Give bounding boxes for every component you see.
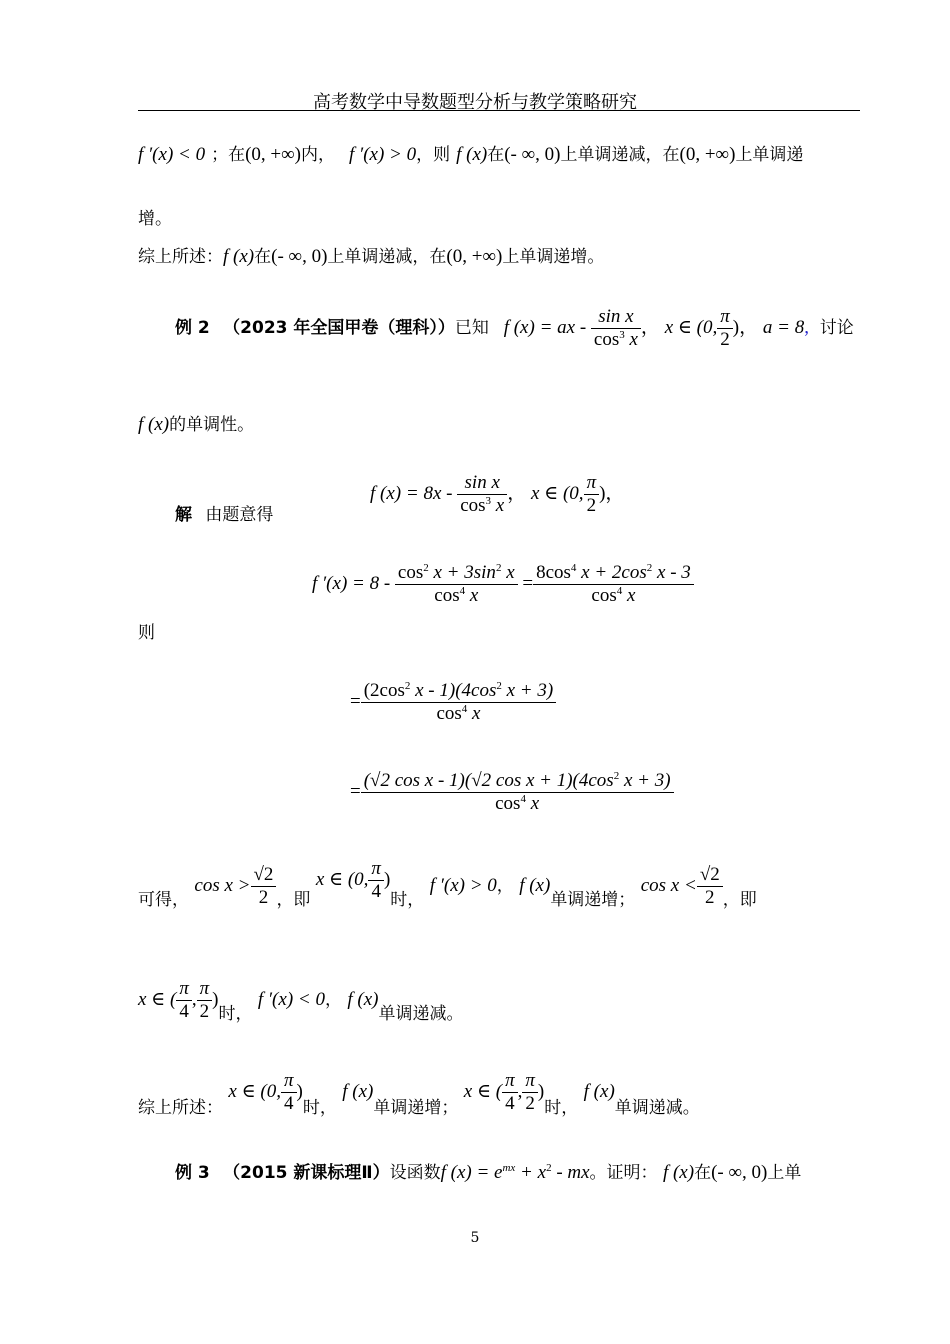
math-fx: f (x)	[519, 874, 551, 896]
text-ze: 则	[138, 623, 155, 643]
fraction-sin-cos3: $\frac{\text{sin x}}{\cos^3 x}$	[591, 306, 641, 351]
math-f-def: f $(x) = e^{mx} + x^2$ - mx	[440, 1162, 590, 1183]
math-f-def: f (x) = ax - $\frac{\text{sin x}}{\cos^3 x}$ ， x ∈ (0, $\frac{\pi}{2}$ )， a = 8,	[503, 306, 809, 350]
example-label: 例 3	[175, 1163, 210, 1183]
math-cos-gt: cos x > $\frac{√2}{2}$	[194, 875, 276, 896]
factor-step-1: = $\frac{(2\cos^2 x - 1)(4\cos^2 x + 3)}{\cos^4 x}$	[350, 680, 556, 725]
example-2-line-2	[138, 410, 254, 436]
fraction-pi-2: $\frac{\pi}{2}$	[717, 306, 733, 351]
math-interval-neg: (- ∞, 0)	[504, 144, 561, 165]
text-zai: 在	[487, 145, 505, 165]
text-dec-zai: 上单调递减，在	[560, 145, 680, 165]
math-fp-lt0: f ′(x) < 0	[257, 988, 325, 1010]
derivative-equation: f ′(x) = 8 - $\frac{\cos^2 x + 3\sin^2 x}{\cos^4 x}$ = $\frac{8\cos^4 x + 2\cos^2 x - 3}{\cos^4 x}$	[312, 562, 694, 607]
fraction-factor-1: $\frac{(2\cos^2 x - 1)(4\cos^2 x + 3)}{\cos^4 x}$	[361, 680, 557, 725]
math-x-in-pi4-pi2: x ∈ ( $\frac{\pi}{4}$ , $\frac{\pi}{2}$ )	[138, 978, 219, 1022]
header-rule	[138, 110, 860, 111]
example-source: （2023 年全国甲卷（理科））	[223, 317, 455, 338]
solution-f-def: f (x) = 8x - $\frac{\text{sin x}}{\cos^3 x}$ ， x ∈ (0, $\frac{\pi}{2}$ )，	[370, 472, 625, 516]
solution-intro	[175, 500, 273, 525]
math-x-in-0-pi4: x ∈ (0, $\frac{\pi}{4}$ )	[228, 1070, 303, 1114]
fraction-deriv-2: $\frac{8\cos^4 x + 2\cos^2 x - 3}{\cos^4 x}$	[533, 562, 694, 607]
math-interval-pos2: (0, +∞)	[679, 144, 736, 165]
math-fx: f (x)	[662, 1162, 695, 1183]
summary-2: 综上所述： x ∈ (0, $\frac{\pi}{4}$ )时， f (x)单调递增； x ∈ ( $\frac{\pi}{4}$ , $\frac{\pi}{2}$ )时， f (x)单调递减。	[138, 1070, 700, 1118]
math-interval-neg: (- ∞, 0)	[711, 1162, 768, 1183]
fraction-sin-cos3: $\frac{\text{sin x}}{\cos^3 x}$	[457, 472, 507, 517]
case-1: 可得， cos x > $\frac{√2}{2}$ ，即 x ∈ (0, $\frac{\pi}{4}$ )时， f ′(x) > 0， f (x)单调递增； cos x < $\frac{√2}{2}$ ，即	[138, 858, 757, 910]
fraction-factor-2: $\frac{(√2 \cos x - 1)(√2 \cos x + 1)(4\cos^2 x + 3)}{\cos^4 x}$	[361, 770, 674, 815]
math-fx: f (x)	[583, 1080, 615, 1102]
math-fx: f (x)	[347, 988, 379, 1010]
text-zai: 在	[254, 247, 272, 267]
math-x-in-pi4-pi2: x ∈ ( $\frac{\pi}{4}$ , $\frac{\pi}{2}$ )	[463, 1070, 545, 1114]
fraction-pi-2: $\frac{\pi}{2}$	[584, 472, 600, 517]
factor-step-2: = $\frac{(√2 \cos x - 1)(√2 \cos x + 1)(4\cos^2 x + 3)}{\cos^4 x}$	[350, 770, 674, 815]
line-1	[138, 140, 803, 166]
text-inc: 上单调递	[735, 145, 804, 165]
example-2	[175, 306, 854, 351]
text-semi-zai: ；在	[211, 145, 246, 165]
summary-label: 综上所述：	[138, 1097, 223, 1118]
case-2: x ∈ ( $\frac{\pi}{4}$ , $\frac{\pi}{2}$ )时， f ′(x) < 0， f (x)单调递减。	[138, 978, 464, 1024]
summary-label: 综上所述：	[138, 247, 223, 267]
text-kede: 可得，	[138, 889, 189, 910]
summary-1	[138, 242, 604, 268]
math-interval-pos: (0, +∞)	[245, 144, 302, 165]
blue-comma: ,	[804, 316, 809, 338]
math-cos-lt: cos x < $\frac{√2}{2}$	[641, 875, 723, 896]
line-2: 增。	[138, 209, 172, 229]
math-fx: f (x)	[223, 246, 255, 267]
example-label: 例 2	[175, 317, 210, 338]
solution-intro-text: 由题意得	[205, 505, 274, 525]
text-single: 的单调性。	[169, 415, 255, 435]
page-number: 5	[470, 1230, 480, 1246]
math-fp-gt0: f ′(x) > 0	[429, 874, 497, 896]
math-fx: f (x)	[342, 1080, 374, 1102]
text-dec-zai: 上单调递减，在	[327, 247, 447, 267]
text-intro: 设函数	[389, 1163, 441, 1183]
text-ze: ，则	[416, 145, 451, 165]
math-fx: f (x)	[456, 144, 488, 165]
math-fp-gt0: f ′(x) > 0	[349, 144, 417, 165]
math-fx: f (x)	[138, 414, 170, 435]
text-inc: 上单调递增。	[502, 247, 605, 267]
math-fp-lt0: f ′(x) < 0	[138, 144, 206, 165]
math-interval-pos: (0, +∞)	[446, 246, 503, 267]
text-taolun: 讨论	[819, 317, 854, 338]
math-x-in-0-pi4: x ∈ (0, $\frac{\pi}{4}$ )	[315, 858, 391, 902]
text-yizhi: 已知	[454, 317, 489, 338]
text-nei: 内，	[301, 145, 336, 165]
solution-label: 解	[175, 505, 192, 525]
example-source: （2015 新课标理Ⅱ）	[223, 1163, 390, 1183]
math-interval-neg: (- ∞, 0)	[271, 246, 328, 267]
page-header-title: 高考数学中导数题型分析与教学策略研究	[313, 92, 637, 113]
example-3: 例 3 （2015 新课标理Ⅱ）设函数f $(x) = e^{mx} + x^2$ - mx。证明： f (x)在(- ∞, 0)上单	[175, 1162, 802, 1183]
fraction-deriv-1: $\frac{\cos^2 x + 3\sin^2 x}{\cos^4 x}$	[395, 562, 518, 607]
